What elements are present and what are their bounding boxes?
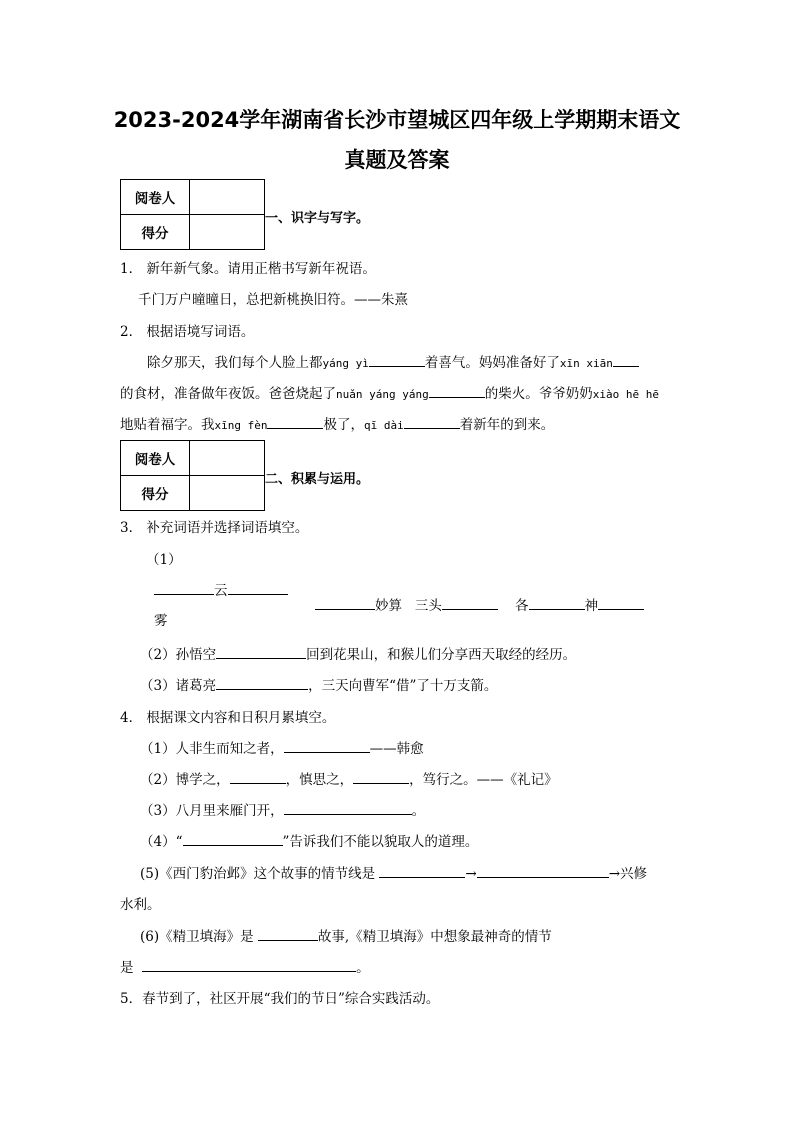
idiom-char-yun: 云	[214, 583, 228, 599]
question-text: 补充词语并选择词语填空。	[146, 520, 309, 536]
pinyin-nuanyangyang: nuǎn yáng yáng	[336, 388, 429, 401]
reviewer-label: 阅卷人	[121, 180, 190, 215]
answer-blank[interactable]	[477, 865, 609, 878]
text-segment: （2）孙悟空	[140, 647, 217, 663]
pinyin-xiaohehe: xiào hē hē	[592, 388, 659, 401]
question-1-quote: 千门万户曈曈日，总把新桃换旧符。——朱熹	[138, 292, 408, 308]
answer-blank[interactable]	[442, 597, 498, 610]
text-segment: （1）人非生而知之者，	[140, 741, 284, 757]
question-number: 1．	[120, 261, 143, 277]
idiom-shen: 神	[584, 598, 599, 614]
text-segment: ，笃行之。——《礼记》	[409, 772, 558, 788]
sub-question-1-label: （1）	[146, 552, 182, 568]
text-segment: ——韩愈	[369, 741, 424, 757]
text-segment: （3）八月里来雁门开，	[140, 803, 284, 819]
question-text: 根据课文内容和日积月累填空。	[146, 710, 336, 726]
grader-table-2	[120, 440, 265, 511]
score-cell[interactable]	[190, 476, 265, 511]
idiom-ge: 各	[515, 598, 529, 614]
score-label: 得分	[121, 215, 190, 250]
text-segment: 的食材，准备做年夜饭。爸爸烧起了	[120, 386, 336, 402]
text-segment: 故事,《精卫填海》中想象最神奇的情节	[317, 929, 552, 945]
question-number: 3．	[120, 520, 143, 536]
question-4	[120, 709, 335, 727]
idiom-santou: 三头	[414, 598, 442, 614]
answer-blank[interactable]	[529, 597, 585, 610]
text-segment: 地贴着福字。我	[120, 417, 215, 433]
text-segment: (6)《精卫填海》是	[140, 929, 254, 945]
document-title-line1: 2023-2024学年湖南省长沙市望城区四年级上学期期末语文	[113, 108, 681, 132]
text-segment: →兴修	[608, 866, 648, 882]
pinyin-qidai: qī dài	[363, 419, 404, 432]
sub-question-4-3	[140, 802, 425, 820]
answer-blank[interactable]	[230, 771, 286, 784]
idiom-yun-wu-line	[154, 582, 288, 600]
answer-blank[interactable]	[142, 959, 356, 972]
answer-blank[interactable]	[183, 833, 283, 846]
score-label: 得分	[121, 476, 190, 511]
reviewer-label: 阅卷人	[121, 441, 190, 476]
document-title-line2: 真题及答案	[344, 148, 450, 172]
answer-blank[interactable]	[613, 354, 639, 367]
question-1	[120, 260, 376, 278]
answer-blank[interactable]	[379, 865, 465, 878]
question-number: 4．	[120, 710, 143, 726]
answer-blank[interactable]	[284, 740, 370, 753]
question-text: 根据语境写词语。	[146, 324, 255, 340]
reviewer-cell[interactable]	[190, 180, 265, 215]
sub-question-4-1	[140, 740, 424, 758]
text-segment: ，三天向曹军“借”了十万支箭。	[308, 678, 498, 694]
grader-table-1	[120, 179, 265, 250]
answer-blank[interactable]	[228, 582, 288, 595]
question-number: 5．	[120, 991, 143, 1007]
text-segment: 极了，	[323, 417, 364, 433]
idiom-char-wu: 雾	[154, 613, 168, 629]
text-segment: ”告诉我们不能以貌取人的道理。	[282, 834, 479, 850]
answer-blank[interactable]	[429, 385, 485, 398]
answer-blank[interactable]	[404, 416, 460, 429]
answer-blank[interactable]	[369, 354, 425, 367]
text-segment: (5)《西门豹治邺》这个故事的情节线是	[140, 866, 376, 882]
answer-blank[interactable]	[315, 597, 375, 610]
text-segment: 。	[411, 803, 426, 819]
sub-question-4-5	[140, 865, 647, 883]
reviewer-cell[interactable]	[190, 441, 265, 476]
text-segment: （3）诸葛亮	[140, 678, 217, 694]
pinyin-xingfen: xīng fèn	[214, 419, 268, 432]
sub-question-4-5-cont: 水利。	[120, 897, 161, 913]
question-3	[120, 519, 308, 537]
question-2-line-3	[120, 416, 554, 435]
text-segment: 除夕那天，我们每个人脸上都	[147, 355, 323, 371]
answer-blank[interactable]	[267, 416, 323, 429]
answer-blank[interactable]	[216, 677, 308, 690]
arrow: →	[465, 866, 477, 882]
sub-question-4-6	[140, 928, 552, 946]
pinyin-xinxian: xīn xiān	[559, 357, 613, 370]
section-heading-1: 一、识字与写字。	[265, 211, 370, 226]
sub-question-3	[140, 677, 497, 695]
text-segment: 的柴火。爷爷奶奶	[484, 386, 593, 402]
text-segment: ，慎思之，	[285, 772, 354, 788]
question-2-line-1	[147, 354, 639, 373]
answer-blank[interactable]	[284, 802, 412, 815]
answer-blank[interactable]	[353, 771, 409, 784]
answer-blank[interactable]	[258, 928, 318, 941]
text-segment: 着喜气。妈妈准备好了	[424, 355, 560, 371]
question-text: 新年新气象。请用正楷书写新年祝语。	[146, 261, 376, 277]
sub-question-4-4	[140, 833, 478, 851]
answer-blank[interactable]	[216, 646, 306, 659]
text-segment: 。	[356, 960, 370, 976]
text-segment: 是	[120, 960, 134, 976]
text-segment: （4）“	[140, 834, 183, 850]
question-2-line-2	[120, 385, 659, 404]
question-text: 春节到了，社区开展“我们的节日”综合实践活动。	[142, 991, 440, 1007]
idiom-blanks-row	[315, 597, 644, 615]
sub-question-2	[140, 646, 576, 664]
sub-question-4-6-cont	[120, 959, 370, 977]
section-heading-2: 二、积累与运用。	[265, 472, 370, 487]
idiom-miaosuan: 妙算	[375, 598, 402, 614]
pinyin-yangyi: yáng yì	[322, 357, 369, 370]
answer-blank[interactable]	[598, 597, 644, 610]
text-segment: （2）博学之，	[140, 772, 230, 788]
score-cell[interactable]	[190, 215, 265, 250]
question-number: 2．	[120, 324, 143, 340]
answer-blank[interactable]	[154, 582, 214, 595]
question-2	[120, 323, 254, 341]
text-segment: 着新年的到来。	[459, 417, 555, 433]
text-segment: 回到花果山，和猴儿们分享西天取经的经历。	[306, 647, 577, 663]
sub-question-4-2	[140, 771, 558, 789]
question-5	[120, 990, 439, 1008]
